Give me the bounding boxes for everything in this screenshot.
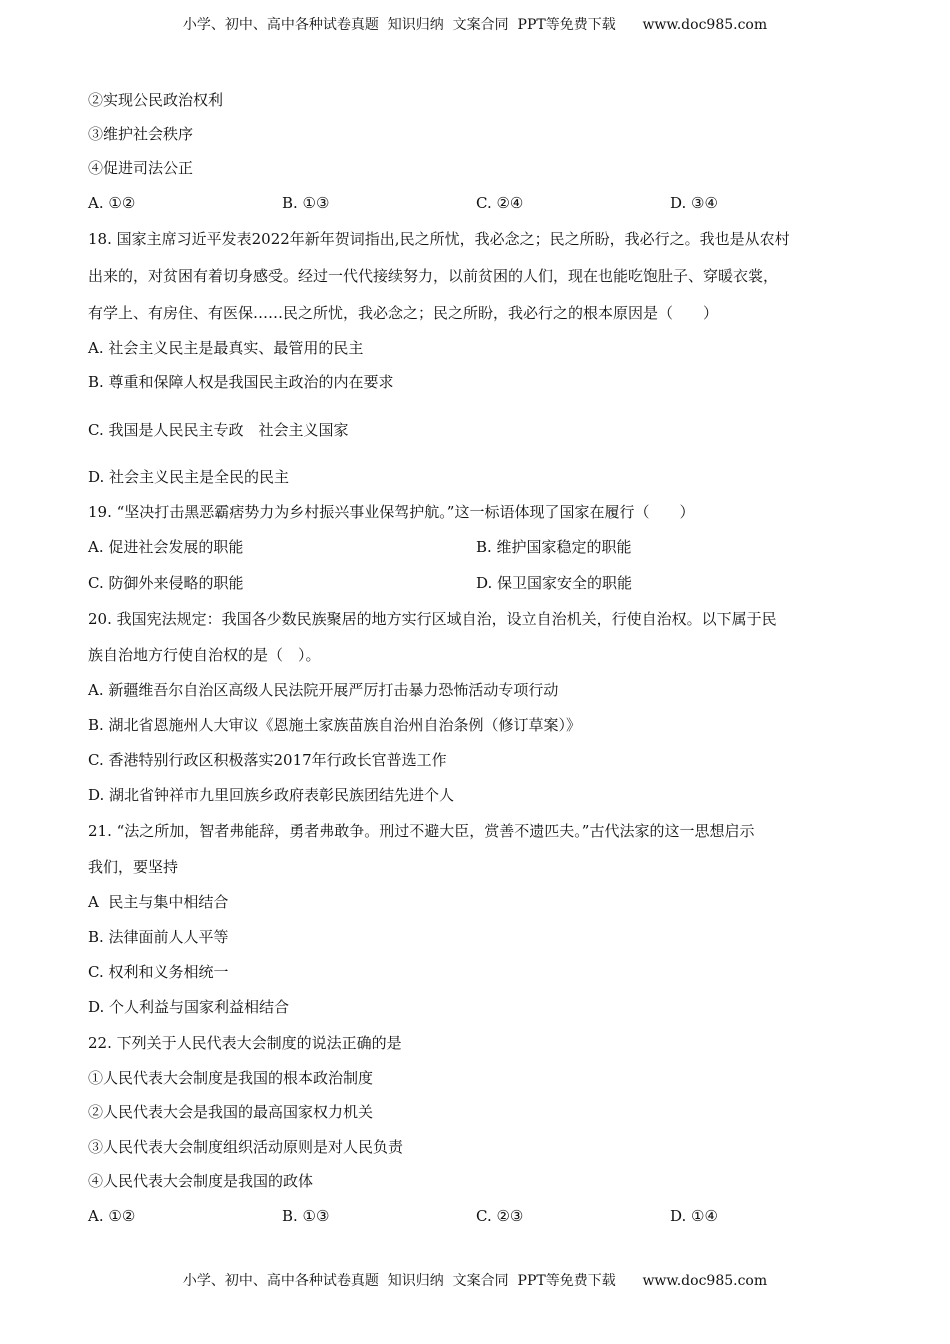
q21-option-c: C. 权利和义务相统一	[88, 963, 229, 981]
q17-option-d: D. ③④	[670, 194, 718, 212]
page-header: 小学、初中、高中各种试卷真题 知识归纳 文案合同 PPT等免费下载 www.doc985.com	[182, 17, 768, 33]
q17-option-a: A. ①②	[88, 194, 136, 212]
q17-option-b: B. ①③	[282, 194, 330, 212]
q19-stem: 19. “坚决打击黑恶霸痞势力为乡村振兴事业保驾护航。”这一标语体现了国家在履行（ ）	[88, 503, 695, 521]
q17-item-3: ③维护社会秩序	[88, 125, 194, 143]
q22-option-b: B. ①③	[282, 1207, 330, 1225]
q21-option-a: A 民主与集中相结合	[88, 893, 229, 911]
q19-option-b: B. 维护国家稳定的职能	[476, 538, 632, 556]
q19-option-a: A. 促进社会发展的职能	[88, 538, 244, 556]
q22-item-1: ①人民代表大会制度是我国的根本政治制度	[88, 1069, 374, 1087]
q20-option-c: C. 香港特别行政区积极落实2017年行政长官普选工作	[88, 751, 447, 769]
q20-option-a: A. 新疆维吾尔自治区高级人民法院开展严厉打击暴力恐怖活动专项行动	[88, 681, 559, 699]
q19-option-d: D. 保卫国家安全的职能	[476, 574, 633, 592]
q18-stem-line-3: 有学上、有房住、有医保……民之所忧，我必念之；民之所盼，我必行之的根本原因是（ ）	[88, 304, 719, 322]
q18-option-b: B. 尊重和保障人权是我国民主政治的内在要求	[88, 373, 394, 391]
q18-stem-line-2: 出来的，对贫困有着切身感受。经过一代代接续努力，以前贫困的人们，现在也能吃饱肚子、穿暖衣裳，	[88, 267, 779, 285]
page-footer: 小学、初中、高中各种试卷真题 知识归纳 文案合同 PPT等免费下载 www.doc985.com	[182, 1273, 768, 1289]
q17-option-c: C. ②④	[476, 194, 524, 212]
q22-stem: 22. 下列关于人民代表大会制度的说法正确的是	[88, 1034, 402, 1052]
q20-option-b: B. 湖北省恩施州人大审议《恩施土家族苗族自治州自治条例（修订草案）》	[88, 716, 582, 734]
q22-option-a: A. ①②	[88, 1207, 136, 1225]
q18-option-c: C. 我国是人民民主专政 社会主义国家	[88, 421, 349, 439]
q22-option-d: D. ①④	[670, 1207, 718, 1225]
q20-option-d: D. 湖北省钟祥市九里回族乡政府表彰民族团结先进个人	[88, 786, 455, 804]
q20-stem-line-2: 族自治地方行使自治权的是（ ）。	[88, 646, 321, 664]
q21-stem-line-2: 我们，要坚持	[88, 858, 179, 876]
q22-item-2: ②人民代表大会是我国的最高国家权力机关	[88, 1103, 374, 1121]
q19-option-c: C. 防御外来侵略的职能	[88, 574, 244, 592]
q21-stem-line-1: 21. “法之所加，智者弗能辞，勇者弗敢争。刑过不避大臣，赏善不遗匹夫。”古代法家的这一思想启示	[88, 822, 755, 840]
q21-option-d: D. 个人利益与国家利益相结合	[88, 998, 290, 1016]
q18-stem-line-1: 18. 国家主席习近平发表2022年新年贺词指出,民之所忧，我必念之；民之所盼，我必行之。我也是从农村	[88, 230, 790, 248]
q21-option-b: B. 法律面前人人平等	[88, 928, 229, 946]
q22-item-4: ④人民代表大会制度是我国的政体	[88, 1172, 314, 1190]
q22-option-c: C. ②③	[476, 1207, 524, 1225]
q18-option-d: D. 社会主义民主是全民的民主	[88, 468, 290, 486]
q22-item-3: ③人民代表大会制度组织活动原则是对人民负责	[88, 1138, 404, 1156]
q20-stem-line-1: 20. 我国宪法规定：我国各少数民族聚居的地方实行区域自治，设立自治机关，行使自治权。以下属于民	[88, 610, 777, 628]
q17-item-2: ②实现公民政治权利	[88, 91, 224, 109]
q17-item-4: ④促进司法公正	[88, 159, 194, 177]
q18-option-a: A. 社会主义民主是最真实、最管用的民主	[88, 339, 364, 357]
